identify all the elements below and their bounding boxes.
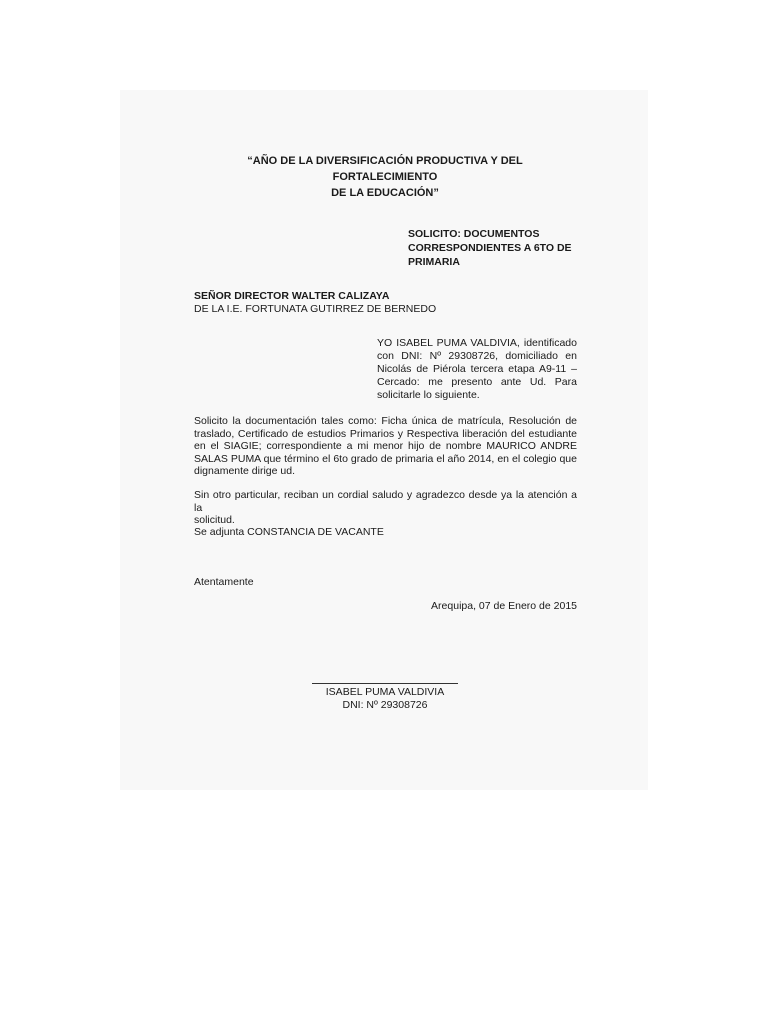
closing-line: solicitud. (194, 514, 235, 526)
year-motto (195, 153, 575, 201)
signer-name: ISABEL PUMA VALDIVIA (325, 686, 445, 698)
applicant-intro (377, 337, 577, 402)
intro-line: con DNI: Nº 29308726, domiciliado en (377, 350, 577, 362)
body-line: dignamente dirige ud. (194, 465, 295, 477)
intro-line: solicitarle lo siguiente. (377, 389, 480, 401)
intro-line: Cercado: me presento ante Ud. Para (377, 376, 577, 388)
body-line: Solicito la documentación tales como: Ficha única de matrícula, Resolución de (194, 415, 577, 427)
subject-line-2: CORRESPONDIENTES A 6TO DE (408, 242, 572, 254)
signer-dni: DNI: Nº 29308726 (342, 699, 428, 711)
subject-line-3: PRIMARIA (408, 256, 460, 268)
addressee-institution: DE LA I.E. FORTUNATA GUTIRREZ DE BERNEDO (194, 303, 437, 315)
signature-line (312, 683, 458, 684)
request-body (194, 415, 577, 478)
year-motto-line-1: “AÑO DE LA DIVERSIFICACIÓN PRODUCTIVA Y DEL FORTALECIMIENTO (247, 155, 523, 183)
place-and-date: Arequipa, 07 de Enero de 2015 (431, 600, 577, 612)
addressee-name: SEÑOR DIRECTOR WALTER CALIZAYA (194, 290, 390, 302)
closing-line: Sin otro particular, reciban un cordial saludo y agradezco desde ya la atención a la (194, 489, 577, 514)
signature-block (300, 686, 470, 712)
year-motto-line-2: DE LA EDUCACIÓN” (331, 187, 439, 199)
body-line: SALAS PUMA que término el 6to grado de primaria el año 2014, en el colegio que (194, 452, 577, 465)
attachment-note: Se adjunta CONSTANCIA DE VACANTE (194, 526, 384, 538)
body-line: en el SIAGIE; correspondiente a mi menor hijo de nombre MAURICO ANDRE (194, 440, 577, 452)
addressee-block (194, 290, 574, 316)
intro-line: Nicolás de Piérola tercera etapa A9-11 – (377, 363, 577, 375)
request-subject (408, 227, 588, 269)
subject-line-1: SOLICITO: DOCUMENTOS (408, 228, 540, 240)
closing-paragraph (194, 489, 577, 527)
regards-text: Atentamente (194, 576, 254, 588)
body-line: traslado, Certificado de estudios Primarios y Respectiva liberación del estudiante (194, 427, 577, 440)
intro-line: YO ISABEL PUMA VALDIVIA, identificado (377, 337, 577, 349)
